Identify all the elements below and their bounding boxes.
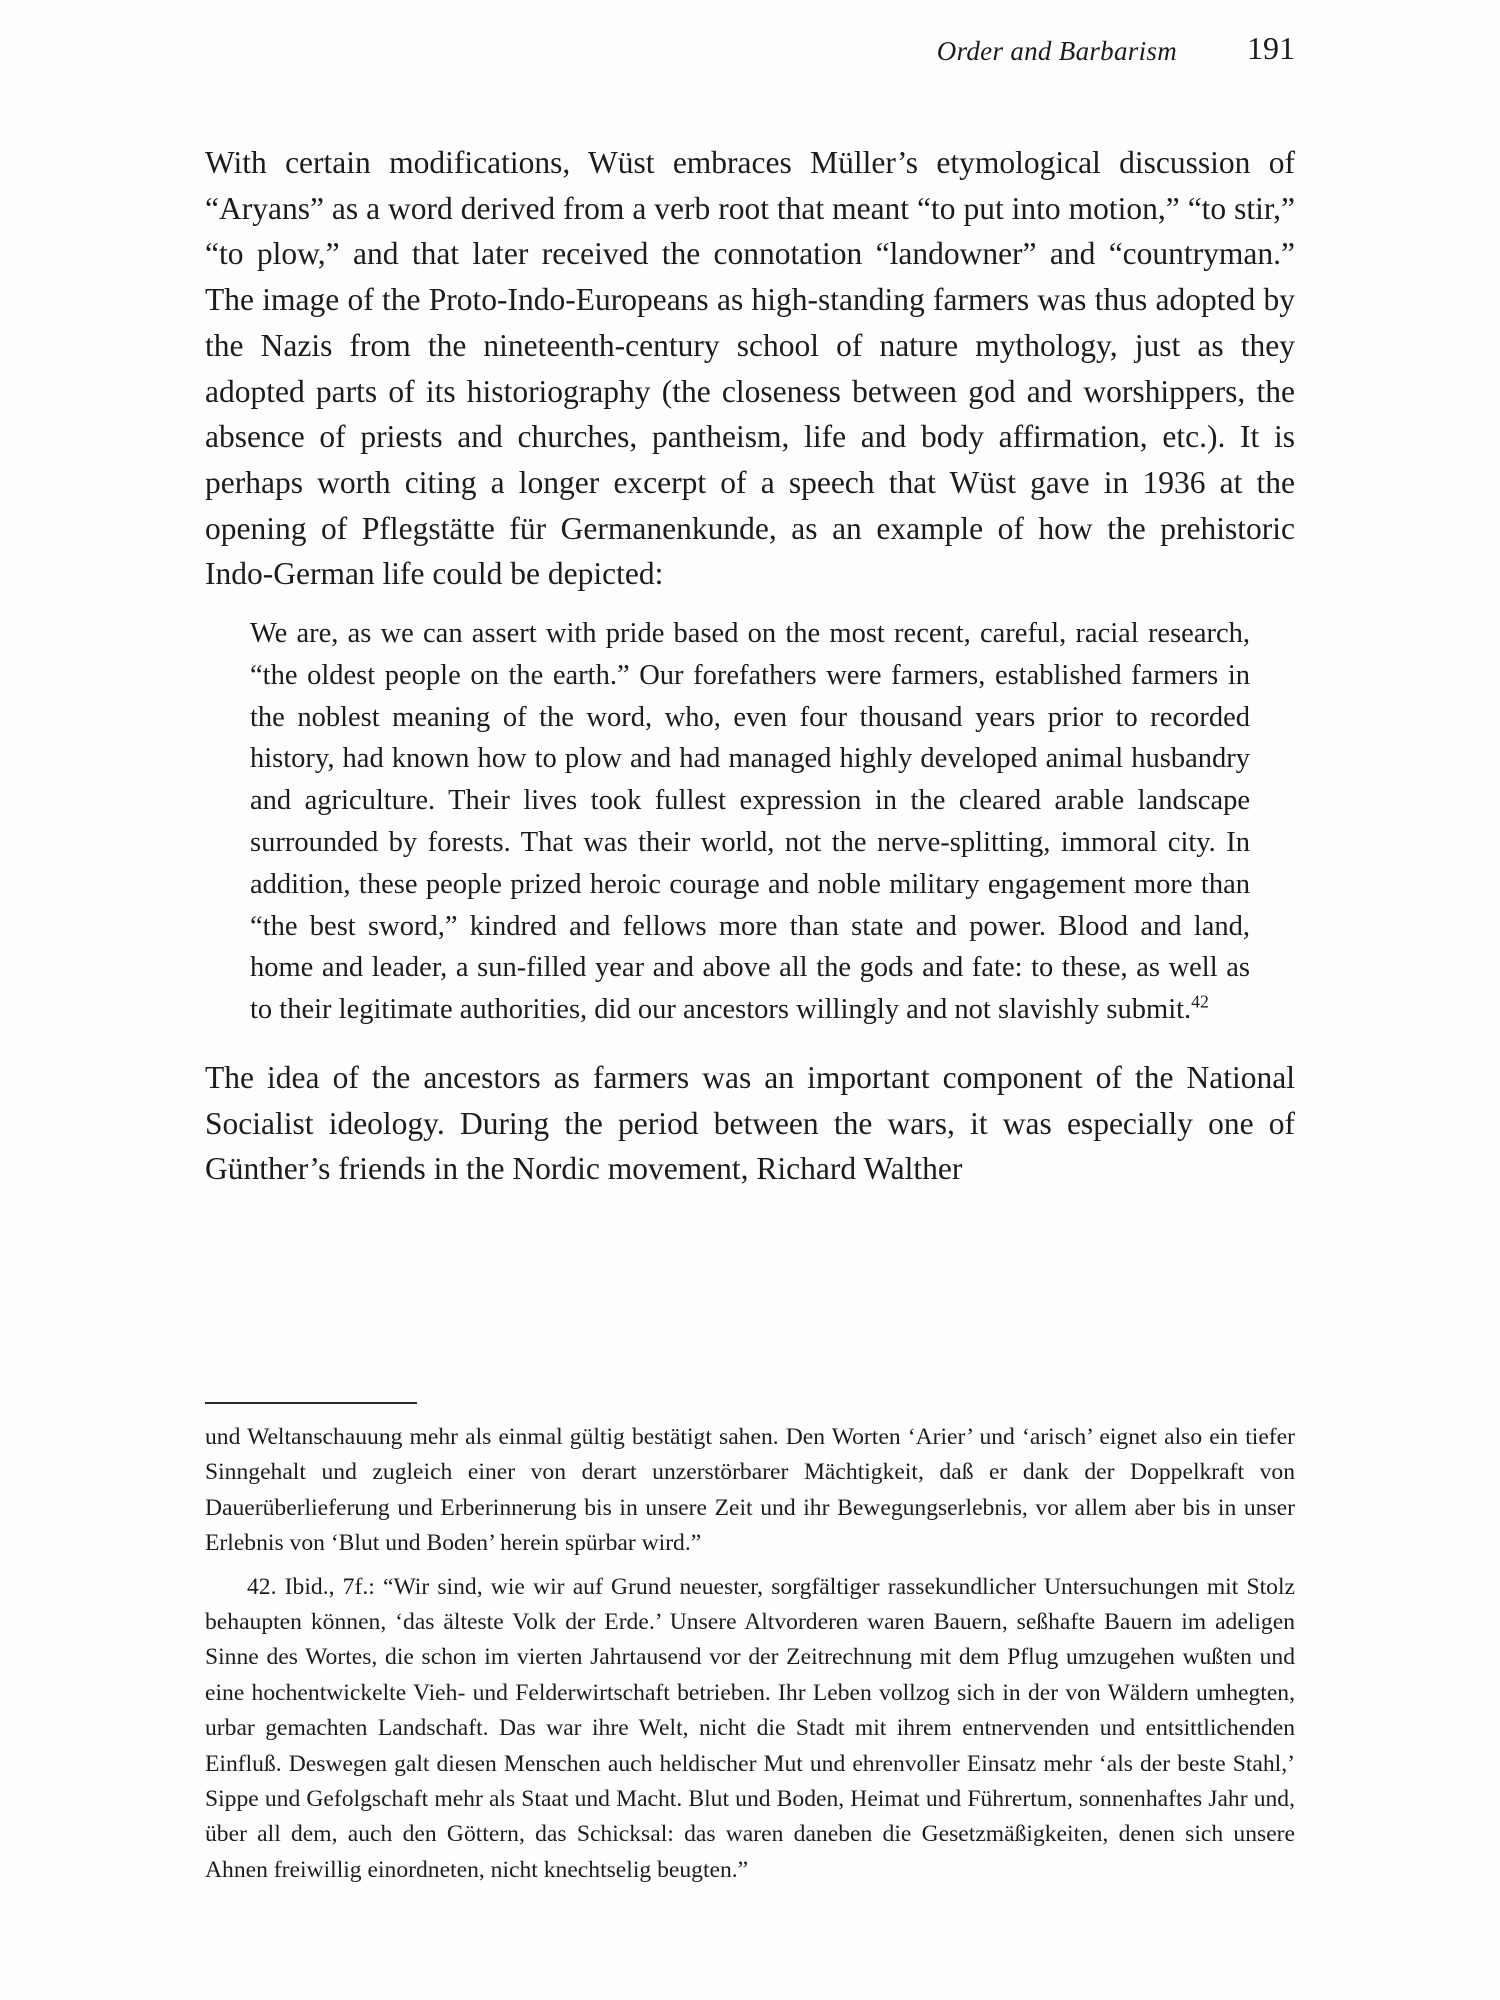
main-text — [205, 140, 1295, 1192]
footnote-42: 42. Ibid., 7f.: “Wir sind, wie wir auf Grund neuester, sorgfältiger rassekundlicher Untersuchungen mit Stolz behaupten können, ‘das älteste Volk der Erde.’ Unsere Altvorderen waren Bauern, seßhafte Bauern im adeligen Sinne des Wortes, die schon im vierten Jahrtausend vor der Zeitrechnung mit dem Pflug umzugehen wußten und eine hochentwickelte Vieh- und Felderwirtschaft betrieben. Ihr Leben vollzog sich in der von Wäldern umhegten, urbar gemachten Landschaft. Das war ihre Welt, nicht die Stadt mit ihrem entnervenden und entsittlichenden Einfluß. Deswegen galt diesen Menschen auch heldischer Mut und ehrenvoller Einsatz mehr ‘als der beste Stahl,’ Sippe und Gefolgschaft mehr als Staat und Macht. Blut und Boden, Heimat und Führertum, sonnenhaftes Jahr und, über all dem, auch den Göttern, das Schicksal: das waren daneben die Gesetzmäßigkeiten, denen sich unsere Ahnen freiwillig einordneten, nicht knechtselig beugten.” — [205, 1573, 1295, 1883]
footnote-continued: und Weltanschauung mehr als einmal gültig bestätigt sahen. Den Worten ‘Arier’ und ‘arisch’ eignet also ein tiefer Sinngehalt und zugleich einer von derart unzerstörbarer Mächtigkeit, daß er dank der Doppelkraft von Dauerüberlieferung und Erberinnerung bis in unsere Zeit und ihr Bewegungserlebnis, vor allem aber bis in unser Erlebnis von ‘Blut und Boden’ herein spürbar wird.” — [205, 1424, 1295, 1557]
footnotes — [205, 1420, 1295, 1888]
footnote-ref-42[interactable]: 42 — [1191, 991, 1209, 1012]
running-head — [205, 30, 1295, 74]
body-paragraph-2: The idea of the ancestors as farmers was an important component of the National Socialist ideology. During the period between the wars, it was especially one of Günther’s friends in the Nordic movement, Richard Walther — [205, 1060, 1295, 1187]
page-number: 191 — [1247, 30, 1295, 66]
block-quote — [250, 613, 1250, 1031]
footnote-divider — [205, 1402, 417, 1404]
block-quote-text: We are, as we can assert with pride based on the most recent, careful, racial research, “the oldest people on the earth.” Our forefathers were farmers, established farmers in the noblest meaning of the word, who, even four thousand years prior to recorded history, had known how to plow and had managed highly developed animal husbandry and agriculture. Their lives took fullest expression in the cleared arable landscape surrounded by forests. That was their world, not the nerve-splitting, immoral city. In addition, these people prized heroic courage and noble military engagement more than “the best sword,” kindred and fellows more than state and power. Blood and land, home and leader, a sun-filled year and above all the gods and fate: to these, as well as to their legitimate authorities, did our ancestors willingly and not slavishly submit. — [250, 618, 1250, 1026]
running-title: Order and Barbarism — [936, 36, 1177, 66]
body-paragraph-1: With certain modifications, Wüst embraces Müller’s etymological discussion of “Aryans” as a word derived from a verb root that meant “to put into motion,” “to stir,” “to plow,” and that later received the connotation “landowner” and “countryman.” The image of the Proto-Indo-Europeans as high-standing farmers was thus adopted by the Nazis from the nineteenth-century school of nature mythology, just as they adopted parts of its historiography (the closeness between god and worshippers, the absence of priests and churches, pantheism, life and body affirmation, etc.). It is perhaps worth citing a longer excerpt of a speech that Wüst gave in 1936 at the opening of Pflegstätte für Germanenkunde, as an example of how the prehistoric Indo-German life could be depicted: — [205, 145, 1295, 592]
